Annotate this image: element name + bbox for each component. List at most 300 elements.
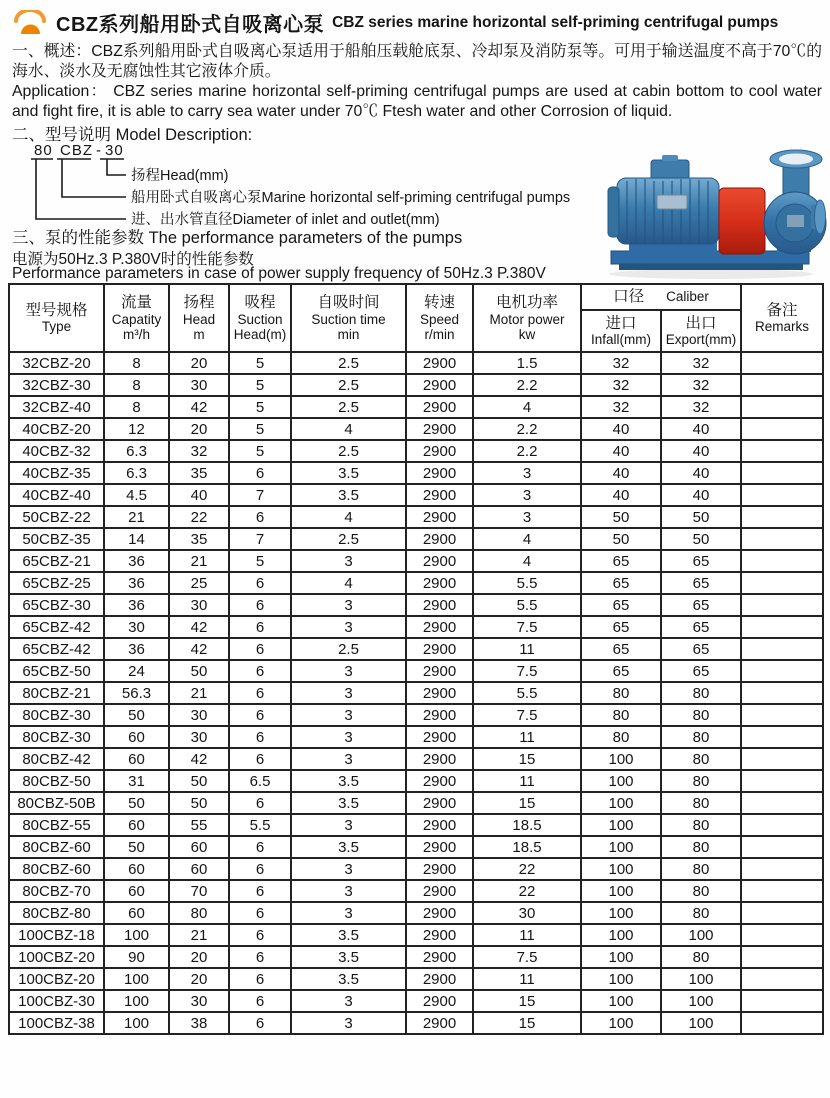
cell-head: 42 — [169, 396, 229, 418]
cell-export: 80 — [661, 704, 741, 726]
cell-head: 25 — [169, 572, 229, 594]
cell-suction-time: 3 — [291, 660, 406, 682]
cell-speed: 2900 — [406, 462, 473, 484]
cell-motor-power: 7.5 — [473, 704, 581, 726]
cell-remarks — [741, 726, 823, 748]
cell-suction-time: 3 — [291, 726, 406, 748]
table-row — [9, 902, 823, 924]
power-note-en: Performance parameters in case of power supply frequency of 50Hz.3 P.380V — [12, 265, 546, 282]
cell-suction-head: 6.5 — [229, 770, 291, 792]
cell-type: 100CBZ-38 — [9, 1012, 104, 1034]
cell-export: 80 — [661, 946, 741, 968]
cell-speed: 2900 — [406, 1012, 473, 1034]
cell-type: 100CBZ-30 — [9, 990, 104, 1012]
table-row — [9, 770, 823, 792]
cell-capacity: 36 — [104, 594, 169, 616]
table-row — [9, 968, 823, 990]
cell-motor-power: 11 — [473, 968, 581, 990]
cell-type: 80CBZ-30 — [9, 704, 104, 726]
cell-suction-time: 3.5 — [291, 924, 406, 946]
cell-speed: 2900 — [406, 638, 473, 660]
cell-suction-head: 6 — [229, 836, 291, 858]
cell-speed: 2900 — [406, 484, 473, 506]
table-row — [9, 374, 823, 396]
cell-head: 21 — [169, 924, 229, 946]
cell-suction-head: 6 — [229, 924, 291, 946]
cell-head: 42 — [169, 616, 229, 638]
cell-type: 65CBZ-21 — [9, 550, 104, 572]
cell-speed: 2900 — [406, 594, 473, 616]
table-row — [9, 704, 823, 726]
cell-motor-power: 7.5 — [473, 616, 581, 638]
cell-infall: 100 — [581, 946, 661, 968]
pump-base-frame — [611, 251, 809, 264]
cell-type: 80CBZ-21 — [9, 682, 104, 704]
cell-head: 21 — [169, 550, 229, 572]
cell-speed: 2900 — [406, 990, 473, 1012]
cell-motor-power: 22 — [473, 880, 581, 902]
cell-infall: 80 — [581, 726, 661, 748]
cell-infall: 100 — [581, 902, 661, 924]
cell-type: 80CBZ-80 — [9, 902, 104, 924]
model-code-series: CBZ — [60, 142, 93, 159]
table-row — [9, 352, 823, 374]
cell-speed: 2900 — [406, 924, 473, 946]
cell-export: 40 — [661, 462, 741, 484]
cell-suction-time: 4 — [291, 506, 406, 528]
cell-export: 40 — [661, 440, 741, 462]
cell-infall: 100 — [581, 770, 661, 792]
callout-line-series — [62, 159, 126, 197]
table-row — [9, 418, 823, 440]
cell-suction-head: 6 — [229, 572, 291, 594]
cell-remarks — [741, 792, 823, 814]
page-title-en: CBZ series marine horizontal self-priming centrifugal pumps — [332, 13, 779, 31]
cell-speed: 2900 — [406, 550, 473, 572]
cell-suction-head: 6 — [229, 748, 291, 770]
cell-capacity: 50 — [104, 836, 169, 858]
cell-speed: 2900 — [406, 770, 473, 792]
cell-type: 40CBZ-20 — [9, 418, 104, 440]
cell-suction-head: 6 — [229, 792, 291, 814]
terminal-box-cap — [662, 155, 678, 161]
cell-remarks — [741, 924, 823, 946]
cell-export: 80 — [661, 858, 741, 880]
cell-type: 80CBZ-70 — [9, 880, 104, 902]
cell-type: 80CBZ-55 — [9, 814, 104, 836]
cell-motor-power: 7.5 — [473, 660, 581, 682]
cell-type: 40CBZ-40 — [9, 484, 104, 506]
cell-motor-power: 15 — [473, 792, 581, 814]
cell-type: 50CBZ-22 — [9, 506, 104, 528]
cell-export: 32 — [661, 374, 741, 396]
cell-head: 30 — [169, 594, 229, 616]
cell-type: 80CBZ-50B — [9, 792, 104, 814]
cell-motor-power: 3 — [473, 506, 581, 528]
pump-base-lip — [619, 264, 803, 270]
col-header-caliber: 口径 Caliber — [581, 284, 741, 310]
cell-type: 65CBZ-30 — [9, 594, 104, 616]
cell-remarks — [741, 528, 823, 550]
cell-infall: 40 — [581, 484, 661, 506]
page-title-zh: CBZ系列船用卧式自吸离心泵 — [56, 14, 325, 36]
cell-infall: 50 — [581, 506, 661, 528]
cell-motor-power: 11 — [473, 770, 581, 792]
cell-export: 80 — [661, 770, 741, 792]
cell-export: 80 — [661, 748, 741, 770]
power-note-zh: 电源为50Hz.3 P.380V时的性能参数 — [12, 251, 254, 268]
cell-capacity: 56.3 — [104, 682, 169, 704]
cell-remarks — [741, 770, 823, 792]
cell-speed: 2900 — [406, 374, 473, 396]
cell-head: 55 — [169, 814, 229, 836]
callout-label-head: 扬程Head(mm) — [131, 168, 229, 184]
cell-motor-power: 30 — [473, 902, 581, 924]
cell-speed: 2900 — [406, 880, 473, 902]
table-row — [9, 748, 823, 770]
cell-infall: 40 — [581, 418, 661, 440]
cell-motor-power: 2.2 — [473, 418, 581, 440]
col-header-capacity: 流量 Capatity m³/h — [104, 284, 169, 352]
cell-type: 80CBZ-50 — [9, 770, 104, 792]
cell-infall: 40 — [581, 440, 661, 462]
table-row — [9, 616, 823, 638]
cell-suction-time: 3 — [291, 748, 406, 770]
cell-suction-head: 6 — [229, 594, 291, 616]
cell-motor-power: 15 — [473, 1012, 581, 1034]
cell-infall: 32 — [581, 396, 661, 418]
cell-suction-time: 3.5 — [291, 484, 406, 506]
cell-remarks — [741, 902, 823, 924]
cell-speed: 2900 — [406, 418, 473, 440]
cell-infall: 40 — [581, 462, 661, 484]
cell-remarks — [741, 660, 823, 682]
cell-head: 50 — [169, 792, 229, 814]
cell-motor-power: 15 — [473, 748, 581, 770]
cell-suction-time: 3.5 — [291, 462, 406, 484]
cell-motor-power: 11 — [473, 726, 581, 748]
cell-suction-time: 3 — [291, 1012, 406, 1034]
cell-speed: 2900 — [406, 572, 473, 594]
cell-head: 80 — [169, 902, 229, 924]
cell-suction-time: 3 — [291, 814, 406, 836]
cell-export: 100 — [661, 924, 741, 946]
cell-motor-power: 11 — [473, 638, 581, 660]
cell-suction-time: 2.5 — [291, 528, 406, 550]
cell-export: 80 — [661, 792, 741, 814]
cell-capacity: 36 — [104, 638, 169, 660]
cell-head: 40 — [169, 484, 229, 506]
cell-capacity: 100 — [104, 1012, 169, 1034]
cell-motor-power: 4 — [473, 396, 581, 418]
cell-suction-head: 7 — [229, 484, 291, 506]
cell-head: 22 — [169, 506, 229, 528]
cell-infall: 100 — [581, 814, 661, 836]
cell-remarks — [741, 682, 823, 704]
cell-infall: 100 — [581, 924, 661, 946]
table-row — [9, 396, 823, 418]
model-description-heading: 二、型号说明 Model Description: — [12, 126, 253, 144]
cell-export: 65 — [661, 660, 741, 682]
cell-suction-time: 2.5 — [291, 374, 406, 396]
cell-export: 80 — [661, 814, 741, 836]
cell-capacity: 60 — [104, 748, 169, 770]
cell-suction-time: 3 — [291, 990, 406, 1012]
cell-head: 21 — [169, 682, 229, 704]
cell-motor-power: 2.2 — [473, 374, 581, 396]
table-row — [9, 506, 823, 528]
cell-capacity: 24 — [104, 660, 169, 682]
pump-photo — [599, 131, 827, 283]
cell-remarks — [741, 968, 823, 990]
cell-motor-power: 2.2 — [473, 440, 581, 462]
table-row — [9, 858, 823, 880]
cell-head: 20 — [169, 352, 229, 374]
cell-remarks — [741, 858, 823, 880]
cell-export: 50 — [661, 528, 741, 550]
cell-remarks — [741, 990, 823, 1012]
cell-suction-head: 6 — [229, 880, 291, 902]
table-row — [9, 462, 823, 484]
cell-capacity: 100 — [104, 990, 169, 1012]
cell-export: 80 — [661, 836, 741, 858]
table-row — [9, 572, 823, 594]
table-row — [9, 836, 823, 858]
cell-remarks — [741, 396, 823, 418]
cell-motor-power: 22 — [473, 858, 581, 880]
cell-head: 38 — [169, 1012, 229, 1034]
cell-speed: 2900 — [406, 528, 473, 550]
cell-remarks — [741, 594, 823, 616]
cell-infall: 100 — [581, 990, 661, 1012]
pump-nameplate — [787, 215, 804, 227]
cell-capacity: 60 — [104, 902, 169, 924]
cell-remarks — [741, 638, 823, 660]
outlet-flange — [815, 200, 826, 234]
cell-suction-head: 6 — [229, 726, 291, 748]
cell-suction-head: 6 — [229, 660, 291, 682]
cell-head: 20 — [169, 968, 229, 990]
cell-remarks — [741, 352, 823, 374]
callout-line-size — [36, 159, 126, 219]
cell-type: 40CBZ-35 — [9, 462, 104, 484]
cell-capacity: 60 — [104, 726, 169, 748]
model-code-size: 80 — [34, 142, 53, 159]
cell-suction-time: 2.5 — [291, 352, 406, 374]
cell-remarks — [741, 814, 823, 836]
table-row — [9, 924, 823, 946]
cell-export: 65 — [661, 572, 741, 594]
cell-suction-head: 5 — [229, 440, 291, 462]
cell-remarks — [741, 572, 823, 594]
cell-speed: 2900 — [406, 858, 473, 880]
cell-motor-power: 18.5 — [473, 836, 581, 858]
cell-export: 32 — [661, 396, 741, 418]
cell-head: 30 — [169, 374, 229, 396]
cell-remarks — [741, 616, 823, 638]
cell-remarks — [741, 418, 823, 440]
cell-infall: 100 — [581, 748, 661, 770]
table-row — [9, 990, 823, 1012]
table-header — [9, 284, 823, 352]
overview-paragraph-zh: 一、概述：CBZ系列船用卧式自吸离心泵适用于船舶压载舱底泵、冷却泵及消防泵等。可用于输送温度不高于70℃的海水、淡水及无腐蚀性其它液体介质。 — [12, 43, 822, 80]
cell-suction-head: 6 — [229, 990, 291, 1012]
cell-suction-head: 5.5 — [229, 814, 291, 836]
cell-type: 80CBZ-60 — [9, 836, 104, 858]
cell-export: 50 — [661, 506, 741, 528]
cell-infall: 100 — [581, 968, 661, 990]
cell-suction-head: 5 — [229, 418, 291, 440]
cell-capacity: 60 — [104, 858, 169, 880]
performance-heading: 三、泵的性能参数 The performance parameters of the pumps — [12, 229, 463, 247]
cell-suction-time: 4 — [291, 572, 406, 594]
cell-motor-power: 1.5 — [473, 352, 581, 374]
cell-suction-time: 3 — [291, 704, 406, 726]
cell-suction-head: 6 — [229, 1012, 291, 1034]
cell-capacity: 8 — [104, 396, 169, 418]
col-header-head: 扬程 Head m — [169, 284, 229, 352]
cell-suction-time: 3 — [291, 682, 406, 704]
cell-infall: 65 — [581, 660, 661, 682]
cell-export: 65 — [661, 550, 741, 572]
cell-head: 30 — [169, 726, 229, 748]
cell-speed: 2900 — [406, 704, 473, 726]
table-row — [9, 880, 823, 902]
cell-motor-power: 3 — [473, 462, 581, 484]
cell-suction-head: 6 — [229, 616, 291, 638]
cell-export: 80 — [661, 902, 741, 924]
callout-line-head — [107, 159, 126, 175]
table-row — [9, 440, 823, 462]
motor-nameplate — [657, 195, 687, 209]
cell-head: 42 — [169, 748, 229, 770]
cell-suction-head: 6 — [229, 968, 291, 990]
cell-export: 32 — [661, 352, 741, 374]
table-row — [9, 594, 823, 616]
col-header-type: 型号规格 Type — [9, 284, 104, 352]
cell-type: 50CBZ-35 — [9, 528, 104, 550]
cell-infall: 32 — [581, 352, 661, 374]
cell-capacity: 90 — [104, 946, 169, 968]
cell-suction-head: 6 — [229, 682, 291, 704]
cell-suction-time: 3.5 — [291, 770, 406, 792]
cell-type: 32CBZ-30 — [9, 374, 104, 396]
brand-arc-icon — [12, 10, 48, 36]
cell-suction-head: 6 — [229, 638, 291, 660]
cell-type: 65CBZ-42 — [9, 616, 104, 638]
cell-head: 30 — [169, 990, 229, 1012]
cell-speed: 2900 — [406, 396, 473, 418]
cell-capacity: 31 — [104, 770, 169, 792]
cell-motor-power: 4 — [473, 528, 581, 550]
cell-speed: 2900 — [406, 902, 473, 924]
cell-capacity: 50 — [104, 704, 169, 726]
model-code-head: 30 — [105, 142, 124, 159]
cell-infall: 100 — [581, 858, 661, 880]
cell-speed: 2900 — [406, 440, 473, 462]
cell-capacity: 100 — [104, 968, 169, 990]
cell-type: 32CBZ-40 — [9, 396, 104, 418]
cell-suction-time: 3.5 — [291, 968, 406, 990]
cell-head: 32 — [169, 440, 229, 462]
cell-remarks — [741, 836, 823, 858]
table-row — [9, 660, 823, 682]
cell-export: 40 — [661, 484, 741, 506]
cell-infall: 100 — [581, 836, 661, 858]
callout-label-series: 船用卧式自吸离心泵Marine horizontal self-priming centrifugal pumps — [131, 190, 571, 206]
cell-infall: 65 — [581, 616, 661, 638]
cell-infall: 100 — [581, 880, 661, 902]
inlet-flange-opening — [779, 154, 813, 165]
cell-speed: 2900 — [406, 660, 473, 682]
model-code-diagram — [26, 142, 626, 234]
cell-speed: 2900 — [406, 748, 473, 770]
cell-suction-head: 6 — [229, 462, 291, 484]
cell-motor-power: 15 — [473, 990, 581, 1012]
cell-infall: 65 — [581, 638, 661, 660]
cell-infall: 32 — [581, 374, 661, 396]
cell-remarks — [741, 440, 823, 462]
col-header-speed: 转速 Speed r/min — [406, 284, 473, 352]
cell-suction-head: 6 — [229, 902, 291, 924]
cell-capacity: 100 — [104, 924, 169, 946]
motor-endcap — [608, 187, 619, 237]
col-header-suction-head: 吸程 Suction Head(m) — [229, 284, 291, 352]
cell-capacity: 36 — [104, 550, 169, 572]
table-row — [9, 682, 823, 704]
cell-suction-time: 3 — [291, 880, 406, 902]
cell-speed: 2900 — [406, 814, 473, 836]
cell-infall: 100 — [581, 792, 661, 814]
cell-suction-head: 6 — [229, 506, 291, 528]
cell-motor-power: 5.5 — [473, 682, 581, 704]
cell-infall: 65 — [581, 550, 661, 572]
cell-suction-time: 2.5 — [291, 440, 406, 462]
cell-head: 50 — [169, 660, 229, 682]
cell-motor-power: 3 — [473, 484, 581, 506]
table-row — [9, 814, 823, 836]
cell-head: 20 — [169, 418, 229, 440]
pump-shadow — [609, 269, 813, 279]
cell-export: 100 — [661, 990, 741, 1012]
table-row — [9, 1012, 823, 1034]
cell-remarks — [741, 550, 823, 572]
cell-remarks — [741, 374, 823, 396]
application-paragraph-en: Application： CBZ series marine horizontal self-priming centrifugal pumps are used at cabin bottom to cool water and fight fire, it is able to carry sea water under 70℃ Ftesh water and other Corrosion of liquid. — [12, 83, 822, 120]
cell-suction-head: 6 — [229, 946, 291, 968]
cell-suction-time: 3 — [291, 550, 406, 572]
cell-type: 80CBZ-42 — [9, 748, 104, 770]
cell-export: 40 — [661, 418, 741, 440]
cell-suction-time: 3 — [291, 616, 406, 638]
table-body — [9, 352, 823, 1034]
cell-remarks — [741, 484, 823, 506]
cell-head: 35 — [169, 528, 229, 550]
cell-motor-power: 18.5 — [473, 814, 581, 836]
table-row — [9, 638, 823, 660]
cell-speed: 2900 — [406, 682, 473, 704]
cell-type: 80CBZ-60 — [9, 858, 104, 880]
cell-motor-power: 5.5 — [473, 594, 581, 616]
cell-export: 100 — [661, 968, 741, 990]
cell-infall: 65 — [581, 594, 661, 616]
cell-speed: 2900 — [406, 968, 473, 990]
cell-capacity: 50 — [104, 792, 169, 814]
cell-suction-time: 2.5 — [291, 638, 406, 660]
cell-remarks — [741, 462, 823, 484]
cell-suction-head: 7 — [229, 528, 291, 550]
performance-table — [8, 283, 824, 1035]
